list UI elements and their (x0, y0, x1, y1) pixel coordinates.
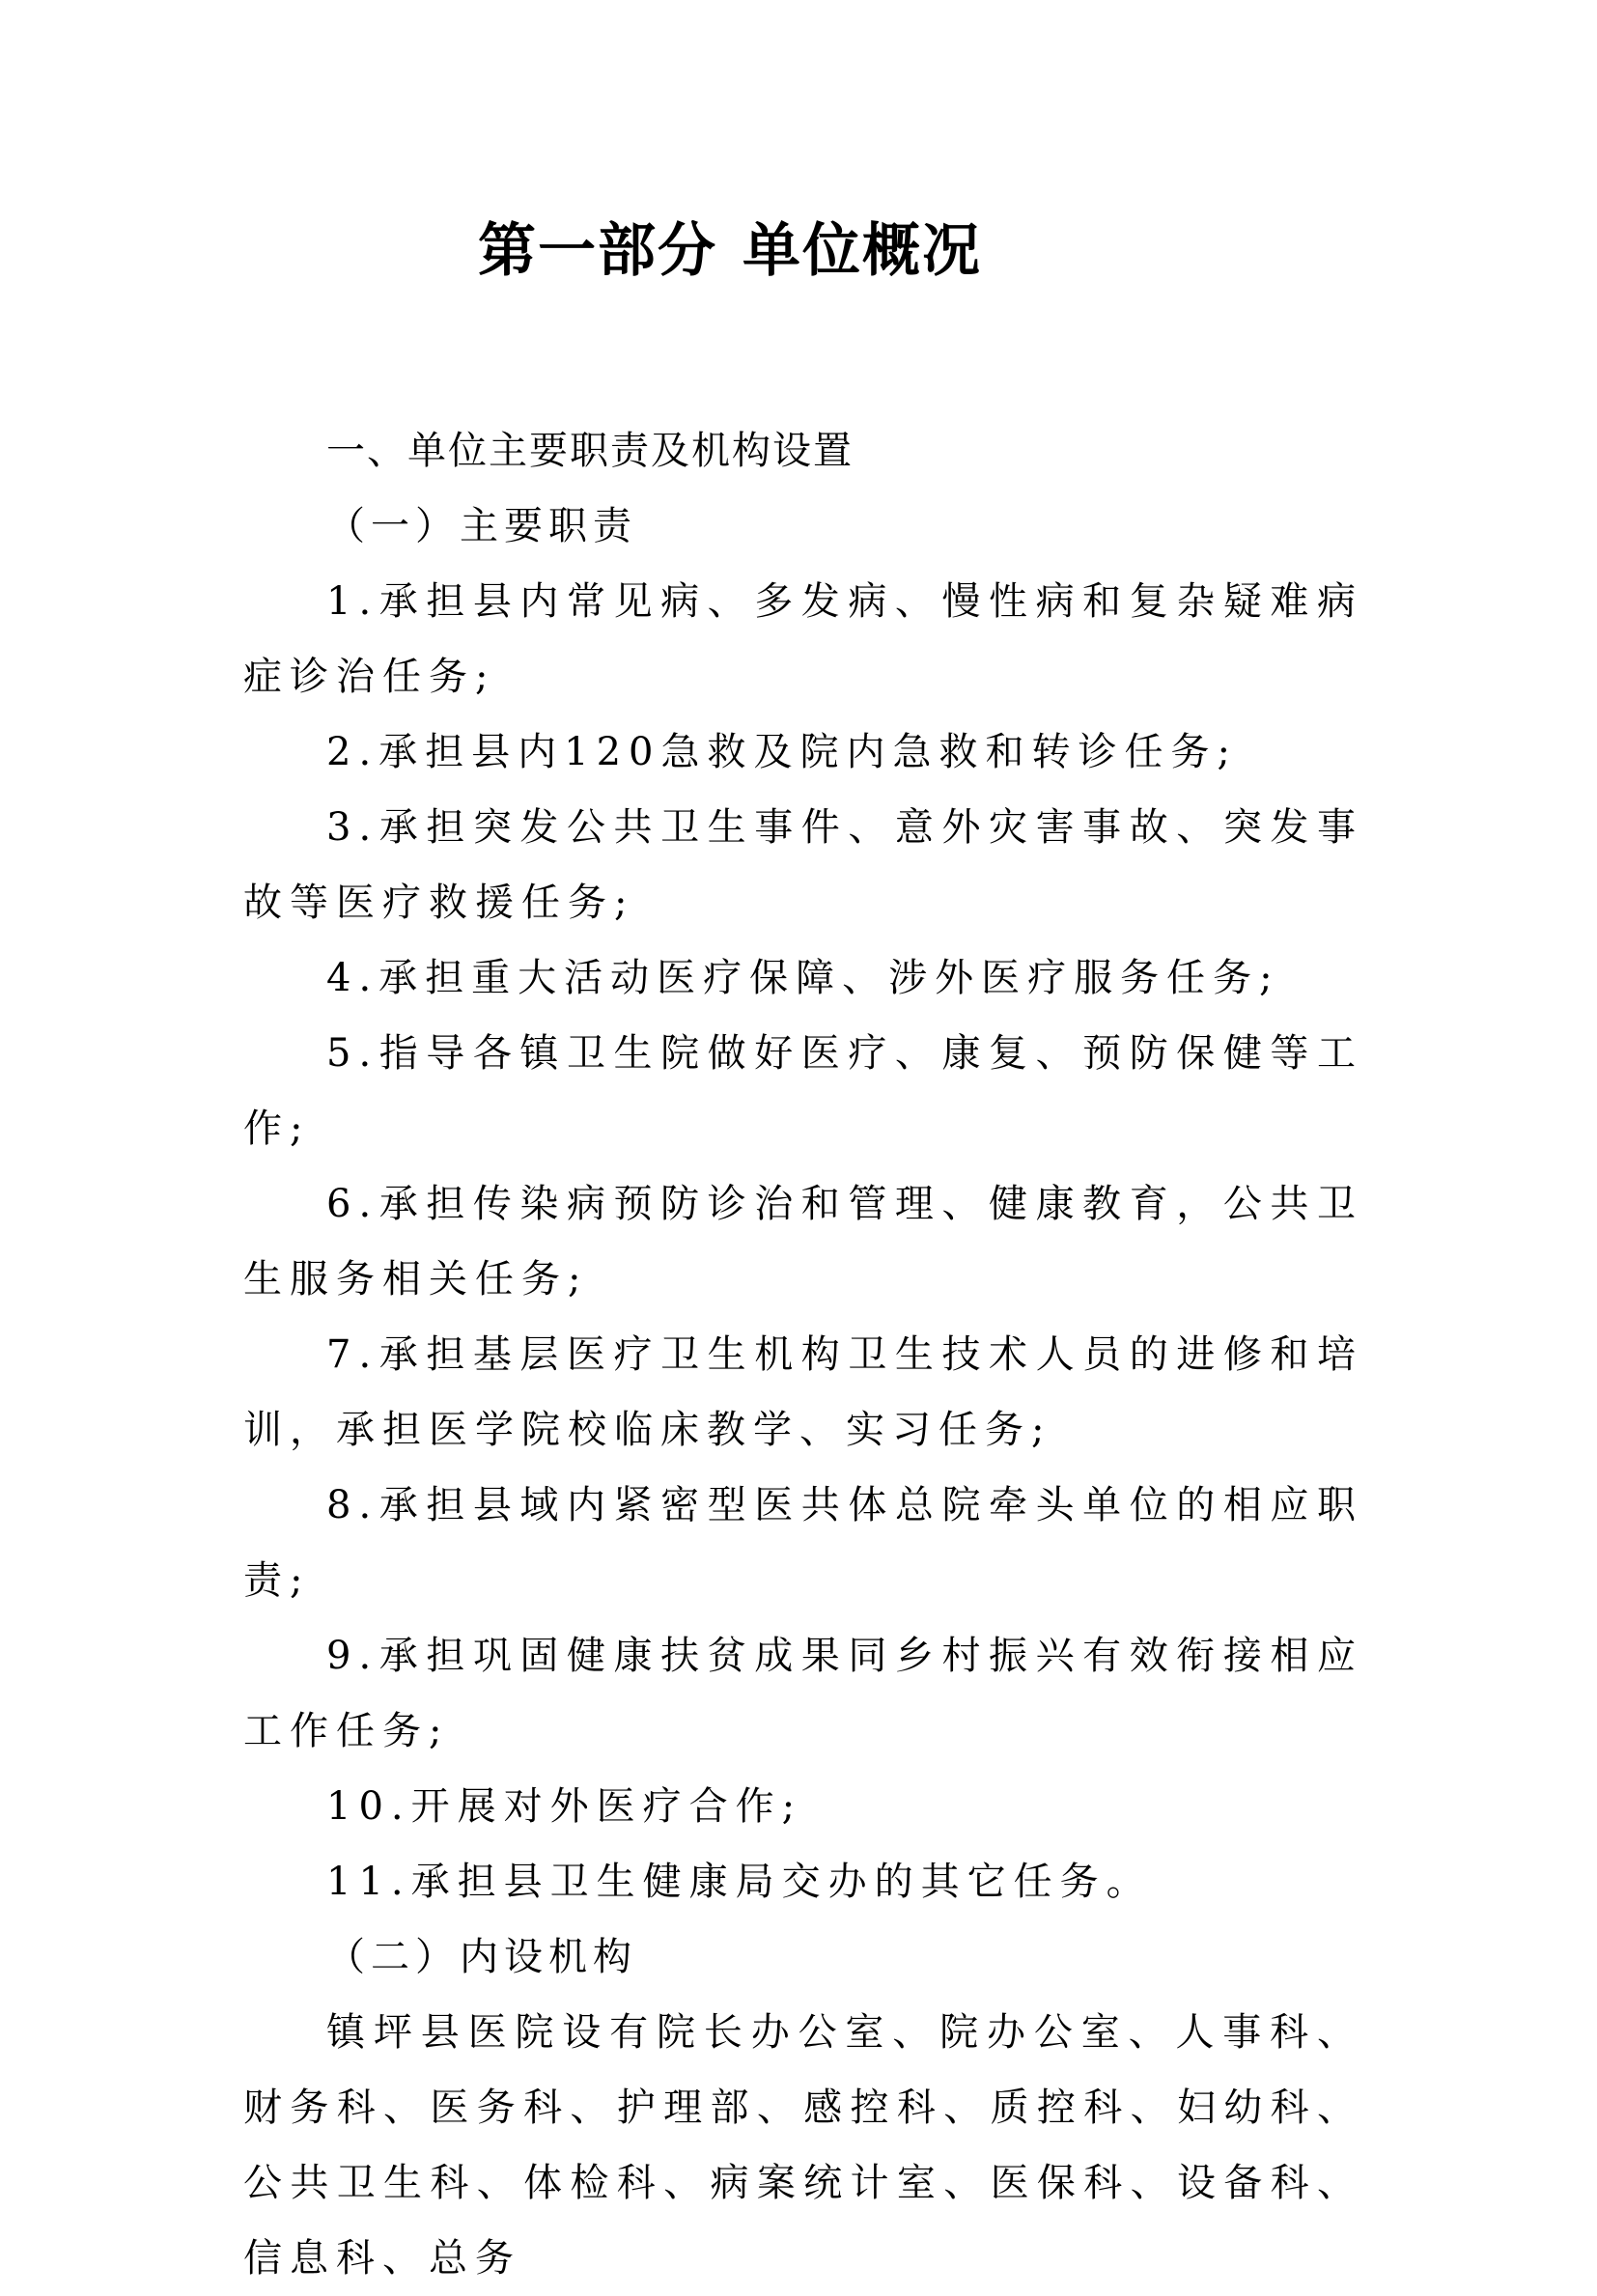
subsection-heading-duties: （一）主要职责 (326, 504, 637, 548)
section-heading: 一、单位主要职责及机构设置 (326, 429, 854, 473)
duty-item-10: 10.开展对外医疗合作; (326, 1784, 803, 1829)
duty-item-3: 3.承担突发公共卫生事件、意外灾害事故、突发事故等医疗救援任务; (243, 805, 1363, 925)
duty-item-4: 4.承担重大活动医疗保障、涉外医疗服务任务; (326, 956, 1280, 1000)
duty-item-9: 9.承担巩固健康扶贫成果同乡村振兴有效衔接相应工作任务; (243, 1634, 1363, 1753)
departments-paragraph: 镇坪县医院设有院长办公室、院办公室、人事科、财务科、医务科、护理部、感控科、质控科、妇幼科、公共卫生科、体检科、病案统计室、医保科、设备科、信息科、总务 (243, 2010, 1363, 2281)
duty-item-5: 5.指导各镇卫生院做好医疗、康复、预防保健等工作; (243, 1031, 1363, 1151)
subsection-heading-departments: （二）内设机构 (326, 1935, 637, 1979)
duty-item-1: 1.承担县内常见病、多发病、慢性病和复杂疑难病症诊治任务; (243, 579, 1363, 699)
document-body (243, 413, 1363, 2296)
page-title (478, 208, 982, 294)
title-name: 单位概况 (742, 217, 982, 285)
title-part: 第一部分 (478, 217, 717, 285)
duty-item-7: 7.承担基层医疗卫生机构卫生技术人员的进修和培训，承担医学院校临床教学、实习任务; (243, 1332, 1363, 1452)
duty-item-8: 8.承担县域内紧密型医共体总院牵头单位的相应职责; (243, 1483, 1363, 1603)
duty-item-2: 2.承担县内120急救及院内急救和转诊任务; (326, 730, 1238, 774)
duty-item-11: 11.承担县卫生健康局交办的其它任务。 (326, 1860, 1153, 1904)
duty-item-6: 6.承担传染病预防诊治和管理、健康教育，公共卫生服务相关任务; (243, 1182, 1363, 1302)
